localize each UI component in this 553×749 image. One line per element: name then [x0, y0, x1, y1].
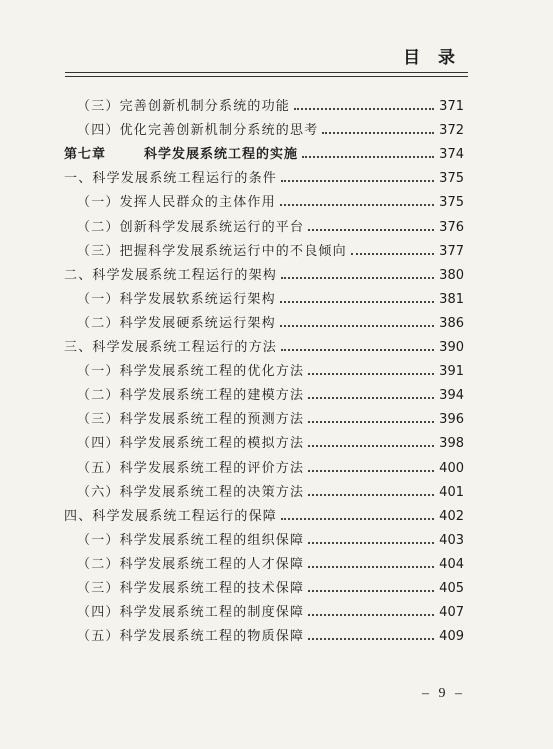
toc-subsection-entry — [64, 403, 464, 427]
toc-entry-text: （二）科学发展硬系统运行架构 — [77, 315, 276, 331]
toc-subsection-entry — [64, 548, 464, 572]
toc-entry-label — [77, 119, 318, 138]
toc-entry-label — [64, 336, 277, 355]
toc-page-number: 372 — [439, 123, 464, 139]
toc-entry-text: （六）科学发展系统工程的决策方法 — [77, 484, 305, 500]
toc-leader-dots — [302, 155, 434, 158]
toc-subsection-entry — [64, 476, 464, 500]
toc-entry-label — [64, 167, 277, 186]
toc-section-entry — [64, 331, 464, 355]
toc-entry-label — [77, 601, 304, 620]
toc-leader-dots — [281, 179, 434, 182]
toc-entry-text: （三）科学发展系统工程的技术保障 — [77, 581, 305, 596]
toc-subsection-entry — [64, 596, 464, 620]
toc-subsection-entry — [64, 452, 464, 476]
toc-entry-label — [77, 216, 304, 235]
toc-leader-dots — [280, 324, 434, 327]
toc-subsection-entry — [64, 114, 464, 138]
toc-leader-dots — [294, 107, 434, 110]
toc-leader-dots — [308, 565, 434, 568]
toc-page-number: 405 — [439, 581, 464, 596]
toc-subsection-entry — [64, 211, 464, 235]
toc-entry-label — [77, 312, 276, 331]
toc-entry-label — [77, 288, 276, 307]
toc-page-number: 401 — [439, 484, 464, 500]
toc-entry-label — [77, 384, 304, 403]
toc-entry-label — [64, 143, 298, 162]
toc-entry-text: 一、科学发展系统工程运行的条件 — [64, 171, 278, 187]
page-title: 目 录 — [403, 48, 461, 68]
toc-leader-dots — [281, 517, 434, 520]
toc-entry-text: （五）科学发展系统工程的物质保障 — [77, 629, 305, 645]
toc-entry-label — [77, 577, 304, 596]
toc-entry-label — [64, 505, 277, 524]
toc-entry-label — [77, 95, 290, 114]
toc-leader-dots — [308, 637, 434, 640]
toc-leader-dots — [280, 203, 434, 206]
toc-page-number: 375 — [439, 171, 464, 187]
toc-subsection-entry — [64, 524, 464, 548]
toc-subsection-entry — [64, 572, 464, 596]
toc-entry-text: （二）创新科学发展系统运行的平台 — [77, 219, 305, 235]
toc-entry-text: （二）科学发展系统工程的建模方法 — [77, 388, 305, 404]
toc-chapter-entry — [64, 138, 464, 162]
toc-entry-text: （一）科学发展软系统运行架构 — [77, 291, 276, 307]
toc-subsection-entry — [64, 186, 464, 210]
toc-page-number: 375 — [439, 195, 464, 211]
toc-page-number: 390 — [439, 340, 464, 355]
toc-entry-text: （三）科学发展系统工程的预测方法 — [77, 412, 305, 428]
toc-entry-label — [77, 481, 304, 500]
toc-chapter-number: 第七章 — [64, 147, 107, 163]
toc-leader-dots — [308, 396, 434, 399]
toc-leader-dots — [308, 228, 434, 231]
toc-subsection-entry — [64, 427, 464, 451]
toc-entry-text: （三）完善创新机制分系统的功能 — [77, 99, 291, 114]
toc-entry-label — [64, 264, 277, 283]
toc-page-number: 376 — [439, 219, 464, 235]
toc-page-number: 371 — [439, 99, 464, 114]
toc-leader-dots — [308, 420, 434, 423]
toc-page-number: 374 — [439, 147, 464, 163]
toc-page-number: 391 — [439, 364, 464, 380]
header-rule — [65, 72, 468, 77]
toc-page-number: 377 — [439, 243, 464, 259]
toc-page-number: 396 — [439, 412, 464, 428]
toc-subsection-entry — [64, 235, 464, 259]
toc-section-entry — [64, 259, 464, 283]
toc-page-number: 394 — [439, 388, 464, 404]
toc-leader-dots — [280, 300, 434, 303]
toc-subsection-entry — [64, 283, 464, 307]
toc-entry-label — [77, 625, 304, 644]
toc-leader-dots — [308, 469, 434, 472]
toc-subsection-entry — [64, 355, 464, 379]
toc-entry-text: （二）科学发展系统工程的人才保障 — [77, 556, 305, 572]
toc-entry-label — [77, 529, 304, 548]
toc-subsection-entry — [64, 379, 464, 403]
toc-page-number: 409 — [439, 629, 464, 645]
toc-leader-dots — [308, 372, 434, 375]
toc-entry-label — [77, 408, 304, 427]
toc-entry-label — [77, 191, 276, 210]
toc-leader-dots — [308, 541, 434, 544]
toc-entry-text: （五）科学发展系统工程的评价方法 — [77, 460, 305, 476]
toc-entry-label — [77, 432, 304, 451]
toc-entry-text: 二、科学发展系统工程运行的架构 — [64, 267, 278, 283]
toc-page-number: 381 — [439, 291, 464, 307]
toc-subsection-entry — [64, 90, 464, 114]
toc-page-number: 404 — [439, 556, 464, 572]
toc-entry-text: 四、科学发展系统工程运行的保障 — [64, 508, 278, 524]
toc-leader-dots — [308, 589, 434, 592]
toc-leader-dots — [308, 444, 434, 447]
toc-section-entry — [64, 162, 464, 186]
toc-leader-dots — [322, 131, 434, 134]
toc-entry-text: （四）优化完善创新机制分系统的思考 — [77, 123, 319, 139]
toc-page-number: 386 — [439, 315, 464, 331]
toc-entry-text: （三）把握科学发展系统运行中的不良倾向 — [77, 243, 347, 259]
page-number: – 9 – — [422, 686, 465, 701]
toc-entry-label — [77, 457, 304, 476]
toc-subsection-entry — [64, 307, 464, 331]
toc-section-entry — [64, 500, 464, 524]
toc-entry-text: （一）科学发展系统工程的组织保障 — [77, 532, 305, 548]
toc-subsection-entry — [64, 620, 464, 644]
toc-entry-text: 科学发展系统工程的实施 — [144, 147, 299, 163]
toc-page-number: 402 — [439, 508, 464, 524]
toc-leader-dots — [308, 493, 434, 496]
toc-entry-text: 三、科学发展系统工程运行的方法 — [64, 340, 278, 355]
toc-leader-dots — [308, 613, 434, 616]
toc-entry-text: （四）科学发展系统工程的制度保障 — [77, 605, 305, 621]
toc-page-number: 380 — [439, 267, 464, 283]
toc-page-number: 398 — [439, 436, 464, 452]
toc-leader-dots — [281, 276, 434, 279]
toc-entry-label — [77, 240, 347, 259]
toc-page-number: 403 — [439, 532, 464, 548]
toc-page-number: 400 — [439, 460, 464, 476]
toc-leader-dots — [351, 252, 434, 255]
toc-entry-text: （一）发挥人民群众的主体作用 — [77, 195, 276, 211]
toc-entry-label — [77, 360, 304, 379]
toc-entry-text: （一）科学发展系统工程的优化方法 — [77, 364, 305, 380]
toc-entry-text: （四）科学发展系统工程的模拟方法 — [77, 436, 305, 452]
toc-entry-label — [77, 553, 304, 572]
toc-page-number: 407 — [439, 605, 464, 621]
toc-leader-dots — [281, 348, 434, 351]
